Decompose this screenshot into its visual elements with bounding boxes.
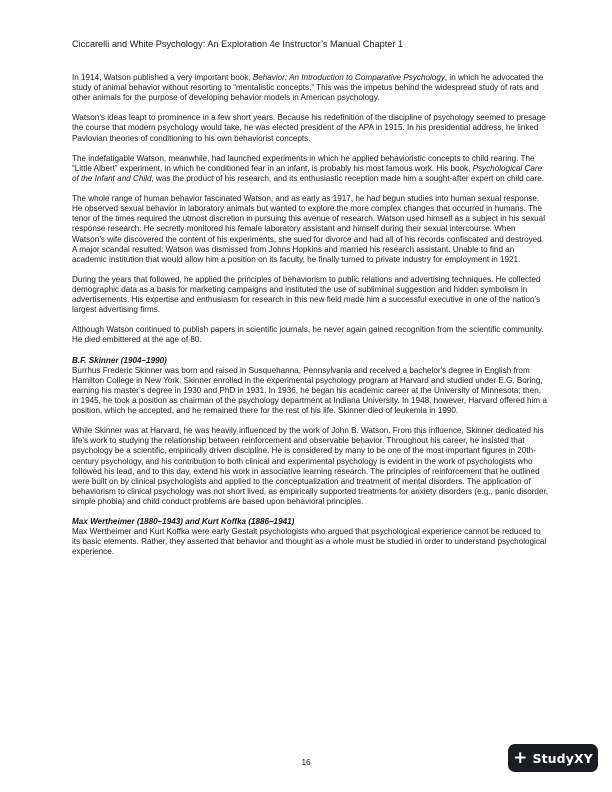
paragraph-text: Watson’s ideas leapt to prominence in a few short years. Because his redefinition of the discipline of psychology seemed to presage the course that modern psychology would take, he was elected president of the APA in 1915. In his presidential address, he linked Pavlovian theories of conditioning to his own behaviorist concepts. xyxy=(72,113,546,143)
section-heading: Max Wertheimer (1880–1943) and Kurt Koffka (1886–1941) xyxy=(72,517,295,527)
book-title: Behavior: An Introduction to Comparative Psychology xyxy=(252,73,445,82)
paragraph xyxy=(72,194,548,265)
paragraph-text: , was the product of his research, and its enthusiastic reception made him a sought-after expert on child care. xyxy=(151,173,544,183)
paragraph xyxy=(72,113,548,143)
paragraph xyxy=(72,325,548,345)
paragraph xyxy=(72,366,548,416)
paragraph-text: In 1914, Watson published a very important book, xyxy=(72,73,253,82)
document-body xyxy=(72,73,548,568)
paragraph-text: Although Watson continued to publish papers in scientific journals, he never again gained recognition from the scientific community. He died embittered at the age of 80. xyxy=(72,325,544,345)
paragraph xyxy=(72,275,548,315)
page-number: 16 xyxy=(301,758,311,767)
paragraph xyxy=(72,154,548,184)
paragraph-text: Max Wertheimer and Kurt Koffka were early Gestalt psychologists who argued that psychological experience cannot be reduced to its basic elements. Rather, they asserted that behavior and thought as a whole must be studied in order to understand psychological experience. xyxy=(72,527,547,557)
paragraph-text: Burrhus Frederic Skinner was born and raised in Susquehanna, Pennsylvania and received a bachelor's degree in English from Hamilton College in New York. Skinner enrolled in the experimental psychology program at Harvard and studied under E.G. Boring, earning his master’s degree in 1930 and PhD in 1931. In 1936, he began his academic career at the University of Minnesota; then, in 1945, he took a position as chairman of the psychology department at Indiana University. In 1948, however, Harvard offered him a position, which he accepted, and he remained there for the rest of his life. Skinner died of leukemia in 1990. xyxy=(72,365,547,416)
studyxy-logo-text: StudyXY xyxy=(532,750,593,766)
paragraph xyxy=(72,527,548,557)
paragraph-text: The indefatigable Watson, meanwhile, had launched experiments in which he applied behavioristic concepts to child rearing. The “Little Albert” experiment, in which he conditioned fear in an infant, is probably his most famous work. His book, xyxy=(72,153,535,173)
running-header: Ciccarelli and White Psychology: An Exploration 4e Instructor’s Manual Chapter 1 xyxy=(72,39,404,49)
section-heading: B.F. Skinner (1904–1990) xyxy=(72,355,167,365)
plus-icon: + xyxy=(513,747,528,768)
studyxy-badge[interactable] xyxy=(508,744,598,772)
paragraph-text: While Skinner was at Harvard, he was heavily influenced by the work of John B. Watson. From this influence, Skinner dedicated his life's work to studying the relationship between reinforcement and observable behavior. Throughout his career, he insisted that psychology be a scientific, empirically driven discipline. He is considered by many to be one of the most important figures in 20th-century psychology, and his contribution to both clinical and experimental psychology is evident in the work of psychologists who followed his lead, and to this day, extend his work in associative learning research. The principles of reinforcement that he outlined were built on by clinical psychologists and applied to the conceptualization and treatment of mental disorders. The application of behaviorism to clinical psychology was not short lived, as empirically supported treatments for anxiety disorders (e.g., panic disorder, simple phobia) and child conduct problems are based upon behavioral principles. xyxy=(72,426,548,506)
paragraph-text: During the years that followed, he applied the principles of behaviorism to public relations and advertising techniques. He collected demographic data as a basis for marketing campaigns and instituted the use of subliminal suggestion and hidden symbolism in advertisements. His expertise and enthusiasm for research in this new field made him a successful executive in one of the nation’s largest advertising firms. xyxy=(72,274,541,315)
paragraph xyxy=(72,73,548,103)
paragraph-text: The whole range of human behavior fascinated Watson, and as early as 1917, he had begun studies into human sexual response. He observed sexual behavior in laboratory animals but wanted to explore the more complex changes that occurred in humans. The tenor of the times required the utmost discretion in pursuing this avenue of research. Watson used himself as a subject in his sexual response research. He secretly monitored his female laboratory assistant and himself during their sexual intercourse. When Watson’s wife discovered the content of his experiments, she sued for divorce and had all of his records confiscated and destroyed. A major scandal resulted; Watson was dismissed from Johns Hopkins and married his research assistant. Unable to find an academic institution that would allow him a position on its faculty, he finally turned to private industry for employment in 1921. xyxy=(72,194,545,264)
paragraph xyxy=(72,426,548,507)
paragraph-text: , in which he advocated the study of animal behavior without resorting to “mentalistic concepts.” This was the impetus behind the widespread study of rats and other animals for the purpose of developing behavior models in American psychology. xyxy=(72,73,544,103)
book-title: Psychological Care of the Infant and Child xyxy=(72,163,543,183)
